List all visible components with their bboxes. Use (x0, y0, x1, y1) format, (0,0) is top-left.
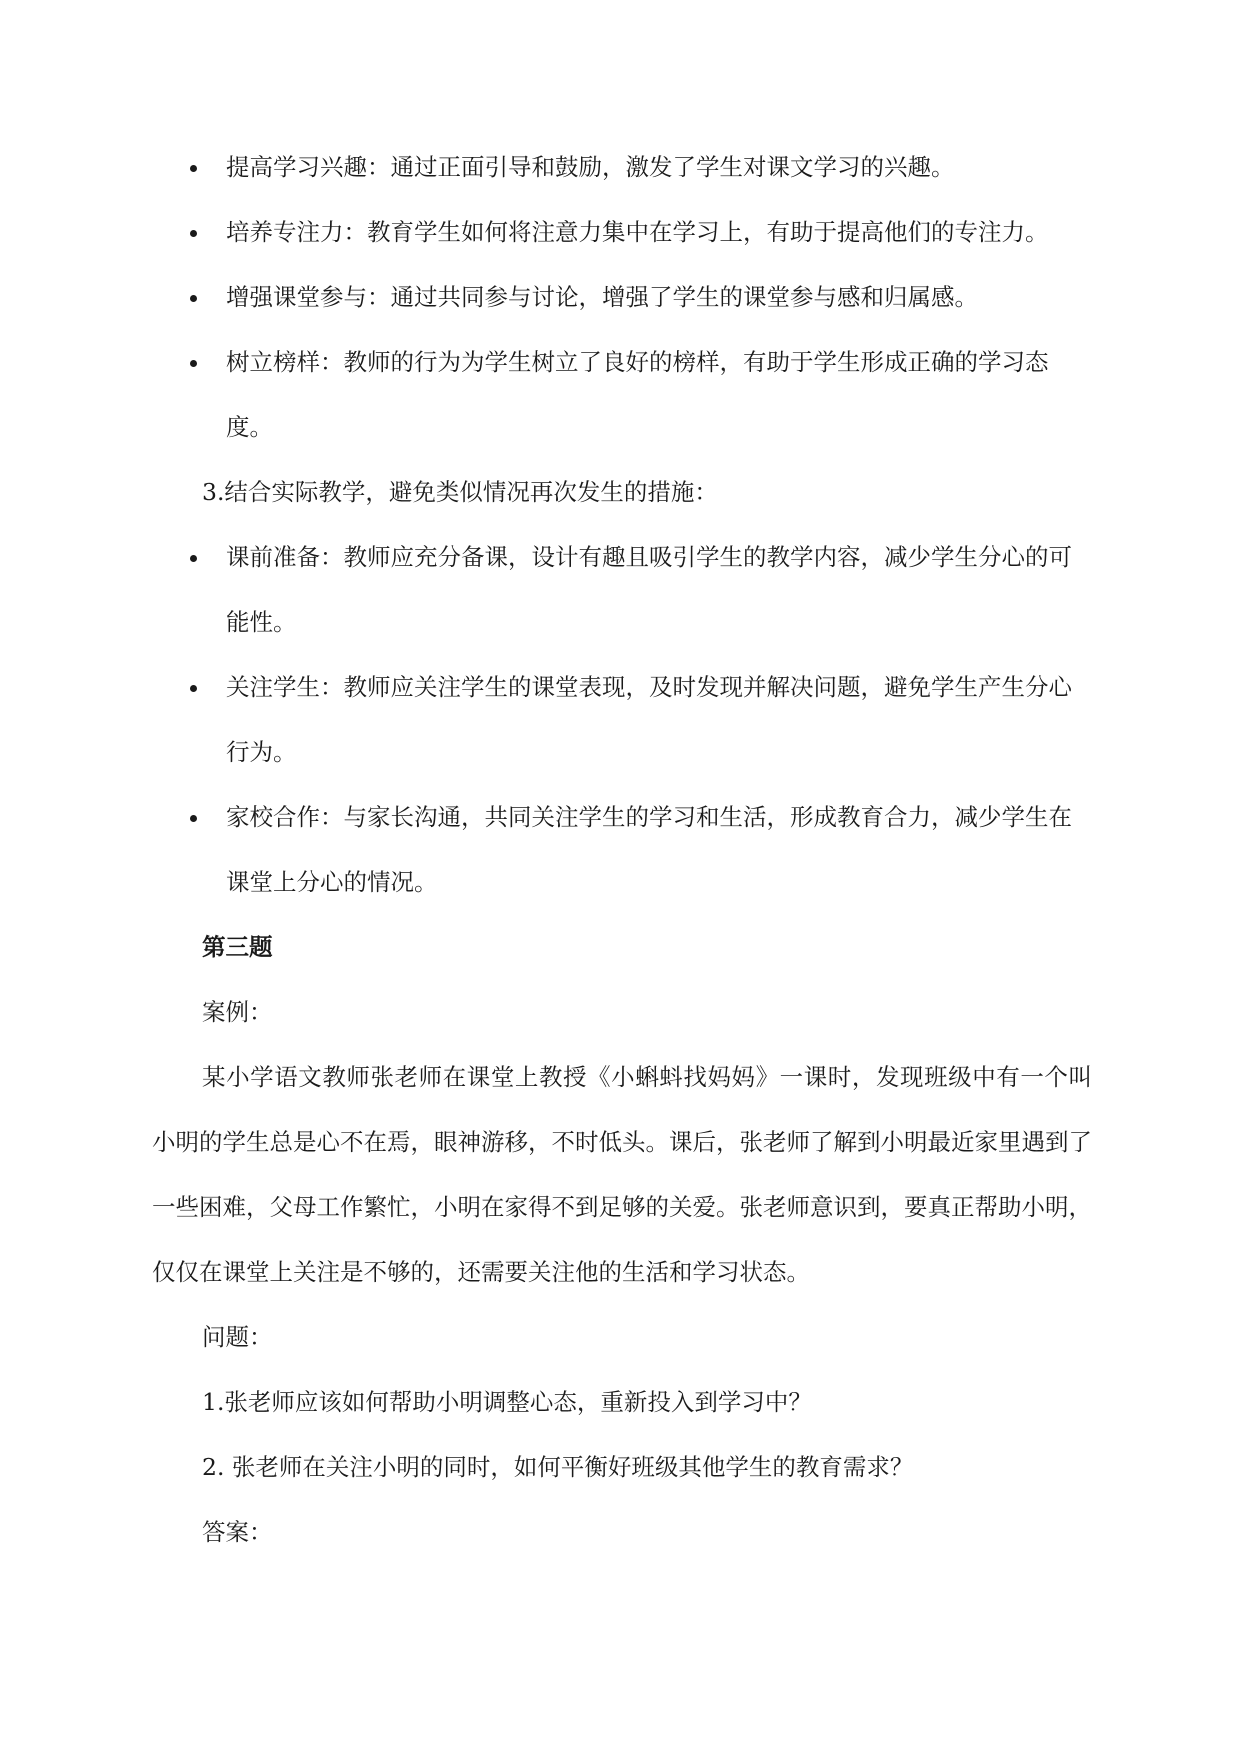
bullet-icon (190, 685, 197, 692)
list-item (152, 200, 1092, 265)
case-label: 案例： (202, 998, 273, 1026)
list-item-text: 培养专注力：教育学生如何将注意力集中在学习上，有助于提高他们的专注力。 (226, 218, 1049, 246)
list-item-text: 家校合作：与家长沟通，共同关注学生的学习和生活，形成教育合力，减少学生在课堂上分心的情况。 (226, 803, 1072, 896)
list-item-text: 关注学生：教师应关注学生的课堂表现，及时发现并解决问题，避免学生产生分心行为。 (226, 673, 1072, 766)
question-2: 2. 张老师在关注小明的同时，如何平衡好班级其他学生的教育需求？ (202, 1453, 914, 1481)
list-item (152, 135, 1092, 200)
bullet-icon (190, 555, 197, 562)
list-item-text: 课前准备：教师应充分备课，设计有趣且吸引学生的教学内容，减少学生分心的可能性。 (226, 543, 1072, 636)
list-item (152, 655, 1092, 785)
question-1: 1.张老师应该如何帮助小明调整心态，重新投入到学习中？ (202, 1388, 812, 1416)
list-item-text: 树立榜样：教师的行为为学生树立了良好的榜样，有助于学生形成正确的学习态度。 (226, 348, 1049, 441)
questions-label: 问题： (202, 1323, 273, 1351)
list-item (152, 525, 1092, 655)
question-3-heading: 第三题 (202, 933, 273, 961)
bullet-icon (190, 360, 197, 367)
list-item-text: 提高学习兴趣：通过正面引导和鼓励，激发了学生对课文学习的兴趣。 (226, 153, 955, 181)
bullet-icon (190, 295, 197, 302)
bullet-icon (190, 165, 197, 172)
bullet-icon (190, 815, 197, 822)
case-paragraph: 某小学语文教师张老师在课堂上教授《小蝌蚪找妈妈》一课时，发现班级中有一个叫小明的学生总是心不在焉，眼神游移，不时低头。课后，张老师了解到小明最近家里遇到了一些困难，父母工作繁忙，小明在家得不到足够的关爱。张老师意识到，要真正帮助小明，仅仅在课堂上关注是不够的，还需要关注他的生活和学习状态。 (152, 1063, 1092, 1286)
list-item (152, 265, 1092, 330)
list-item (152, 785, 1092, 915)
benefits-list (152, 135, 1092, 460)
measures-list (152, 525, 1092, 915)
answer-label: 答案： (202, 1518, 273, 1546)
section-3-title: 3.结合实际教学，避免类似情况再次发生的措施： (202, 478, 718, 506)
list-item-text: 增强课堂参与：通过共同参与讨论，增强了学生的课堂参与感和归属感。 (226, 283, 978, 311)
bullet-icon (190, 230, 197, 237)
list-item (152, 330, 1092, 460)
page-content (152, 135, 1092, 1565)
